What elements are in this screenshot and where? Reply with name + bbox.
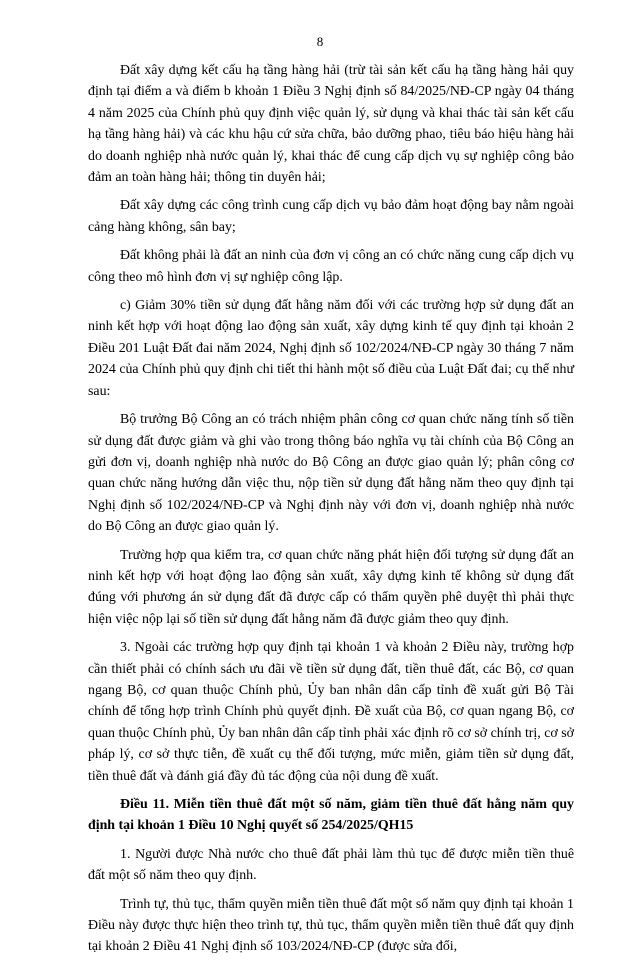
document-body	[88, 60, 574, 965]
article-11-heading: Điều 11. Miễn tiền thuê đất một số năm, giảm tiền thuê đất hằng năm quy định tại khoản 1 Điều 10 Nghị quyết số 254/2025/QH15	[88, 797, 574, 834]
paragraph-minister-responsibility: Bộ trưởng Bộ Công an có trách nhiệm phân công cơ quan chức năng tính số tiền sử dụng đất được giảm và ghi vào trong thông báo nghĩa vụ tài chính của Bộ Công an gửi đơn vị, doanh nghiệp nhà nước do Bộ Công an được giao quản lý; phân công cơ quan chức năng hướng dẫn việc thu, nộp tiền sử dụng đất hằng năm theo quy định tại Nghị định số 102/2024/NĐ-CP và Nghị định này với đơn vị, doanh nghiệp nhà nước do Bộ Công an được giao quản lý.	[88, 412, 574, 535]
paragraph-article-11-clause-1: 1. Người được Nhà nước cho thuê đất phải làm thủ tục để được miễn tiền thuê đất một số năm theo quy định.	[88, 846, 574, 884]
paragraph-article-11-procedure: Trình tự, thủ tục, thẩm quyền miễn tiền thuê đất một số năm quy định tại khoản 1 Điều này được thực hiện theo trình tự, thủ tục, thẩm quyền miễn tiền thuê đất quy định tại khoản 2 Điều 41 Nghị định số 103/2024/NĐ-CP (được sửa đổi,	[88, 896, 574, 955]
paragraph-police-land: Đất không phải là đất an ninh của đơn vị công an có chức năng cung cấp dịch vụ công theo mô hình đơn vị sự nghiệp công lập.	[88, 248, 574, 285]
paragraph-maritime-land: Đất xây dựng kết cấu hạ tầng hàng hải (trừ tài sản kết cấu hạ tầng hàng hải quy định tại điểm a và điểm b khoản 1 Điều 3 Nghị định số 84/2025/NĐ-CP ngày 04 tháng 4 năm 2025 của Chính phủ quy định việc quản lý, sử dụng và khai thác tài sản kết cấu hạ tầng hàng hải) và các khu hậu cứ sửa chữa, bảo dưỡng phao, tiêu báo hiệu hàng hải do doanh nghiệp nhà nước quản lý, khai thác để cung cấp dịch vụ sự nghiệp công bảo đảm an toàn hàng hải; thông tin duyên hải;	[88, 63, 574, 186]
paragraph-aviation-land: Đất xây dựng các công trình cung cấp dịch vụ bảo đảm hoạt động bay nằm ngoài cảng hàng không, sân bay;	[88, 198, 574, 235]
paragraph-point-c: c) Giảm 30% tiền sử dụng đất hằng năm đối với các trường hợp sử dụng đất an ninh kết hợp với hoạt động lao động sản xuất, xây dựng kinh tế quy định tại khoản 2 Điều 201 Luật Đất đai năm 2024, Nghị định số 102/2024/NĐ-CP ngày 30 tháng 7 năm 2024 của Chính phủ quy định chi tiết thi hành một số điều của Luật Đất đai; cụ thể như sau:	[88, 298, 574, 399]
paragraph-clause-3: 3. Ngoài các trường hợp quy định tại khoản 1 và khoản 2 Điều này, trường hợp cần thiết phải có chính sách ưu đãi về tiền sử dụng đất, tiền thuê đất, các Bộ, cơ quan ngang Bộ, cơ quan thuộc Chính phủ, Ủy ban nhân dân cấp tỉnh đề xuất gửi Bộ Tài chính để tổng hợp trình Chính phủ quyết định. Đề xuất của Bộ, cơ quan ngang Bộ, cơ quan thuộc Chính phủ, Ủy ban nhân dân cấp tỉnh phải xác định rõ cơ sở chính trị, cơ sở pháp lý, cơ sở thực tiễn, đề xuất cụ thể đối tượng, mức miễn, giảm tiền sử dụng đất, tiền thuê đất và đánh giá đầy đủ tác động của nội dung đề xuất.	[88, 640, 574, 784]
page-number: 8	[316, 34, 324, 49]
paragraph-inspection-case: Trường hợp qua kiểm tra, cơ quan chức năng phát hiện đối tượng sử dụng đất an ninh kết hợp với hoạt động lao động sản xuất, xây dựng kinh tế không sử dụng đất đúng với phương án sử dụng đất đã được cấp có thẩm quyền phê duyệt thì phải thực hiện việc nộp lại số tiền sử dụng đất hằng năm đã được giảm theo quy định.	[88, 547, 574, 627]
